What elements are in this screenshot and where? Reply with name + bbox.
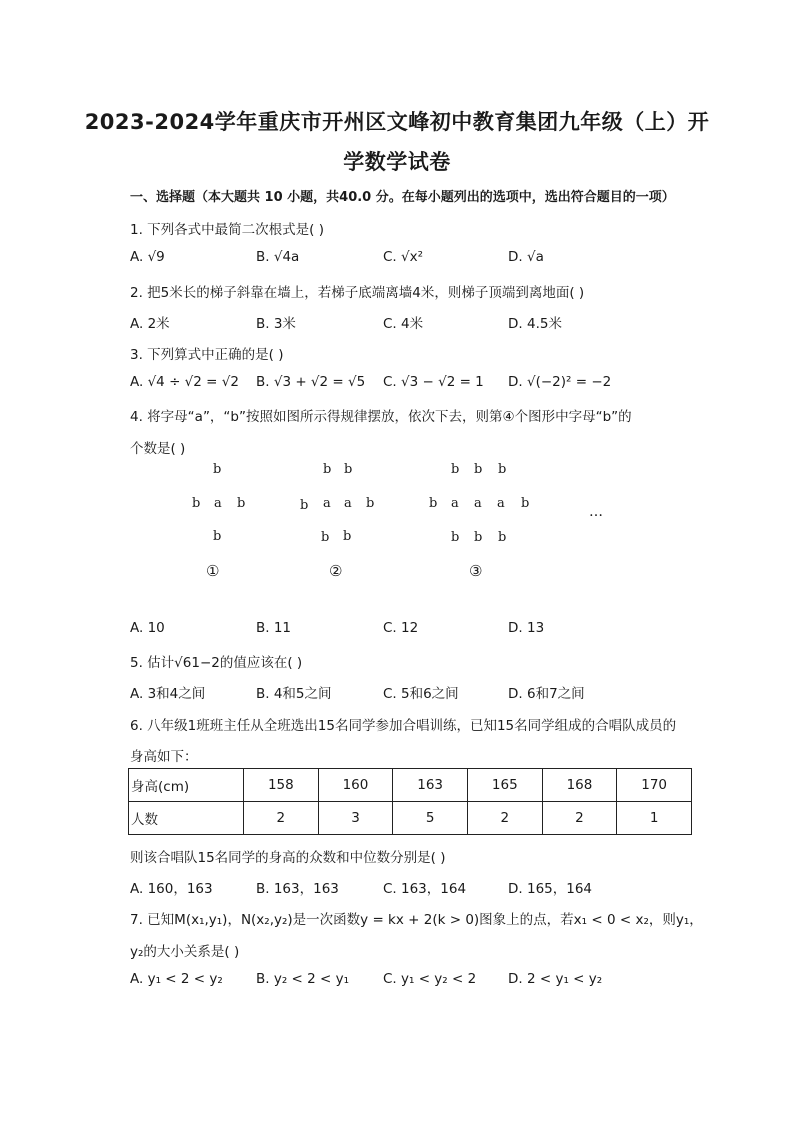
fig2-a1: a — [323, 496, 331, 511]
exam-title-line2: 学数学试卷 — [343, 150, 451, 174]
table-cell: 5 — [393, 802, 468, 835]
q2-option-b: B. 3米 — [256, 316, 296, 332]
fig1-b-right: b — [237, 496, 246, 511]
fig3-b-top2: b — [474, 462, 483, 477]
q6-option-d: D. 165，164 — [508, 881, 593, 897]
fig3-a2: a — [474, 496, 482, 511]
q4-option-c: C. 12 — [383, 620, 419, 636]
fig3-a3: a — [497, 496, 505, 511]
fig2-b-left: b — [300, 498, 309, 513]
fig2-b-top2: b — [344, 462, 353, 477]
q1-option-c: C. √x² — [383, 249, 424, 265]
fig2-b-bottom2: b — [343, 529, 352, 544]
q6-option-a: A. 160，163 — [130, 881, 213, 897]
fig3-a1: a — [451, 496, 459, 511]
q6-option-b: B. 163，163 — [256, 881, 339, 897]
q2-stem: 2. 把5米长的梯子斜靠在墙上，若梯子底端离墙4米，则梯子顶端到离地面( ) — [130, 285, 585, 301]
q3-option-a: A. √4 ÷ √2 = √2 — [130, 374, 239, 390]
table-cell: 160 — [318, 769, 393, 802]
q4-option-a: A. 10 — [130, 620, 165, 636]
q4-option-b: B. 11 — [256, 620, 292, 636]
q7-option-b: B. y₂ < 2 < y₁ — [256, 971, 350, 987]
q7-stem-line1: 7. 已知M(x₁,y₁)，N(x₂,y₂)是一次函数y = kx + 2(k > 0)图象上的点，若x₁ < 0 < x₂，则y₁， — [130, 912, 703, 928]
table-cell: 158 — [244, 769, 319, 802]
table-cell: 1 — [617, 802, 692, 835]
table-row — [129, 802, 692, 835]
table-cell: 168 — [542, 769, 617, 802]
fig2-b-top1: b — [323, 462, 332, 477]
fig1-label: ① — [206, 562, 220, 580]
q1-option-a: A. √9 — [130, 249, 165, 265]
q7-stem-line2: y₂的大小关系是( ) — [130, 944, 240, 960]
q3-option-b: B. √3 + √2 = √5 — [256, 374, 366, 390]
q5-option-a: A. 3和4之间 — [130, 686, 206, 702]
q6-option-c: C. 163，164 — [383, 881, 467, 897]
q6-stem-line2: 身高如下： — [130, 749, 198, 765]
table-row2-label: 人数 — [129, 802, 244, 835]
q7-option-a: A. y₁ < 2 < y₂ — [130, 971, 223, 987]
fig3-b-left: b — [429, 496, 438, 511]
table-cell: 165 — [467, 769, 542, 802]
q1-option-b: B. √4a — [256, 249, 300, 265]
q7-option-d: D. 2 < y₁ < y₂ — [508, 971, 603, 987]
q1-stem: 1. 下列各式中最简二次根式是( ) — [130, 222, 324, 238]
fig-ellipsis: … — [589, 504, 603, 520]
table-cell: 2 — [467, 802, 542, 835]
fig3-b-right: b — [521, 496, 530, 511]
fig2-b-bottom1: b — [321, 530, 330, 545]
exam-title-line1: 2023-2024学年重庆市开州区文峰初中教育集团九年级（上）开 — [84, 110, 710, 134]
fig3-b-bottom3: b — [498, 530, 507, 545]
q4-stem-line2: 个数是( ) — [130, 441, 186, 457]
table-cell: 170 — [617, 769, 692, 802]
table-cell: 2 — [244, 802, 319, 835]
fig3-label: ③ — [469, 562, 483, 580]
q4-option-d: D. 13 — [508, 620, 545, 636]
table-row1-label: 身高(cm) — [129, 769, 244, 802]
fig3-b-bottom1: b — [451, 530, 460, 545]
table-cell: 2 — [542, 802, 617, 835]
q6-stem-line1: 6. 八年级1班班主任从全班选出15名同学参加合唱训练，已知15名同学组成的合唱队成员的 — [130, 718, 677, 734]
q5-option-d: D. 6和7之间 — [508, 686, 585, 702]
table-cell: 3 — [318, 802, 393, 835]
height-table — [128, 768, 692, 835]
q5-option-c: C. 5和6之间 — [383, 686, 459, 702]
q1-option-d: D. √a — [508, 249, 544, 265]
q3-option-d: D. √(−2)² = −2 — [508, 374, 612, 390]
q2-option-d: D. 4.5米 — [508, 316, 562, 332]
table-row — [129, 769, 692, 802]
q4-stem-line1: 4. 将字母“a”，“b”按照如图所示得规律摆放，依次下去，则第④个图形中字母“b”的 — [130, 409, 632, 425]
fig3-b-top1: b — [451, 462, 460, 477]
q2-option-c: C. 4米 — [383, 316, 424, 332]
fig3-b-top3: b — [498, 462, 507, 477]
q2-option-a: A. 2米 — [130, 316, 170, 332]
fig2-label: ② — [329, 562, 343, 580]
fig1-b-bottom: b — [213, 529, 222, 544]
q3-option-c: C. √3 − √2 = 1 — [383, 374, 484, 390]
fig3-b-bottom2: b — [474, 530, 483, 545]
q5-option-b: B. 4和5之间 — [256, 686, 332, 702]
q3-stem: 3. 下列算式中正确的是( ) — [130, 347, 284, 363]
fig1-b-left: b — [192, 496, 201, 511]
fig2-a2: a — [344, 496, 352, 511]
fig1-b-top: b — [213, 462, 222, 477]
fig1-a: a — [214, 496, 222, 511]
section-heading: 一、选择题（本大题共 10 小题，共40.0 分。在每小题列出的选项中，选出符合题目的一项） — [130, 190, 675, 205]
q6-stem-line3: 则该合唱队15名同学的身高的众数和中位数分别是( ) — [130, 850, 446, 866]
table-cell: 163 — [393, 769, 468, 802]
fig2-b-right: b — [366, 496, 375, 511]
q5-stem: 5. 估计√61−2的值应该在( ) — [130, 655, 303, 671]
q7-option-c: C. y₁ < y₂ < 2 — [383, 971, 477, 987]
